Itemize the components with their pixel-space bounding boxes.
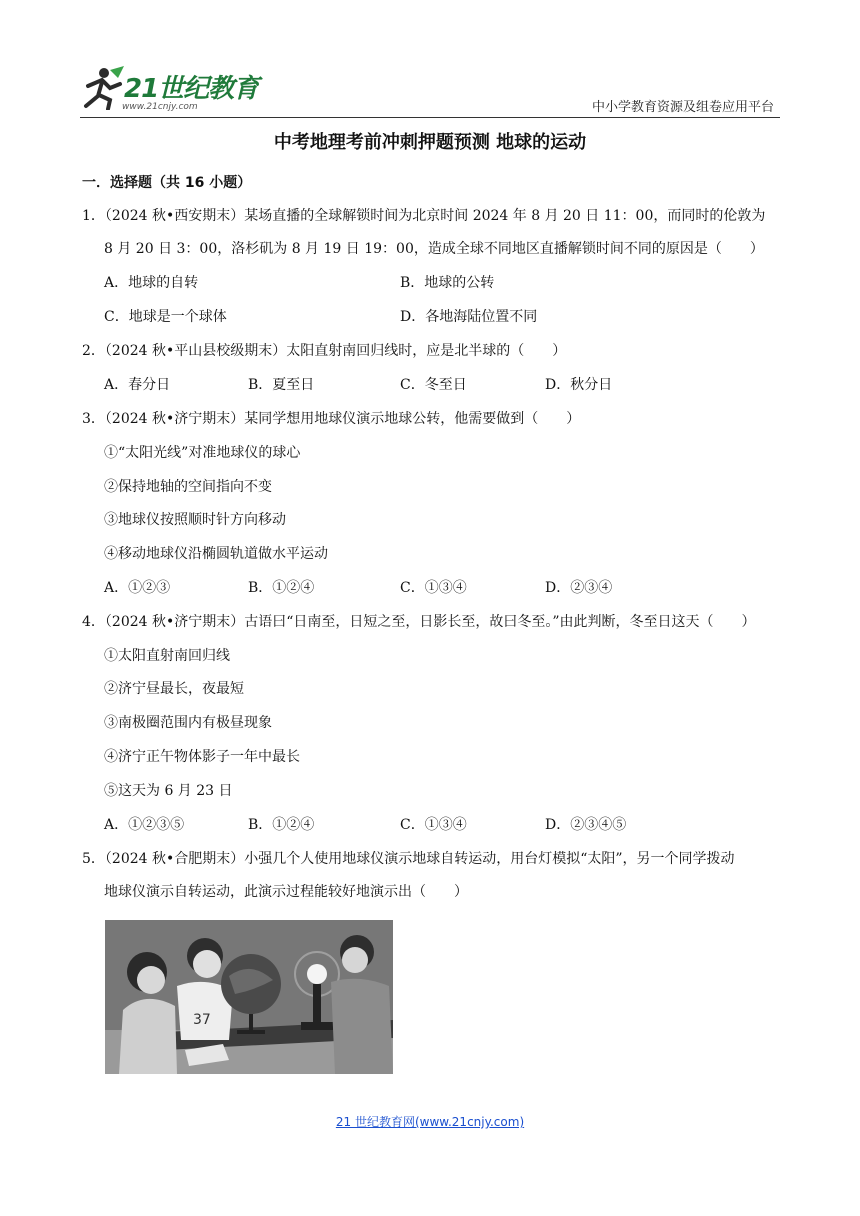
- question-2-line-1: 2．（2024 秋•平山县校级期末）太阳直射南回归线时，应是北半球的（ ）: [82, 343, 567, 359]
- platform-name: 中小学教育资源及组卷应用平台: [591, 100, 774, 115]
- question-3-item-4: ④移动地球仪沿椭圆轨道做水平运动: [104, 546, 328, 562]
- question-4-option-d: D．②③④⑤: [545, 817, 627, 833]
- question-1-option-b: B．地球的公转: [400, 275, 495, 291]
- question-2-option-a: A．春分日: [104, 377, 171, 393]
- logo-text: 21世纪教育: [124, 74, 259, 104]
- site-logo: [80, 66, 260, 118]
- question-4-item-5: ⑤这天为 6 月 23 日: [104, 783, 233, 799]
- question-1-line-2: 8 月 20 日 3：00，洛杉矶为 8 月 19 日 19：00，造成全球不同地区直播解锁时间不同的原因是（ ）: [104, 241, 764, 257]
- question-4-item-4: ④济宁正午物体影子一年中最长: [104, 749, 300, 765]
- question-3-option-a: A．①②③: [104, 580, 171, 596]
- question-5-line-2: 地球仪演示自转运动，此演示过程能较好地演示出（ ）: [104, 884, 468, 900]
- question-3-option-d: D．②③④: [545, 580, 613, 596]
- runner-icon: [80, 66, 126, 110]
- question-2-option-b: B．夏至日: [248, 377, 315, 393]
- footer-link[interactable]: 21 世纪教育网(www.21cnjy.com): [335, 1115, 525, 1129]
- question-3-line-1: 3．（2024 秋•济宁期末）某同学想用地球仪演示地球公转，他需要做到（ ）: [82, 411, 581, 427]
- question-4-option-b: B．①②④: [248, 817, 315, 833]
- question-1-line-1: 1．（2024 秋•西安期末）某场直播的全球解锁时间为北京时间 2024 年 8 月 20 日 11：00，而同时的伦敦为: [82, 208, 766, 224]
- question-4-item-1: ①太阳直射南回归线: [104, 648, 230, 664]
- question-4-line-1: 4．（2024 秋•济宁期末）古语曰“日南至，日短之至，日影长至，故曰冬至。”由此判断，冬至日这天（ ）: [82, 614, 756, 630]
- logo-url: www.21cnjy.com: [122, 102, 198, 112]
- question-4-item-3: ③南极圈范围内有极昼现象: [104, 715, 272, 731]
- question-4-option-c: C．①③④: [400, 817, 467, 833]
- page-title: 中考地理考前冲刺押题预测 地球的运动: [273, 132, 587, 153]
- header-divider: [80, 117, 780, 118]
- question-3-option-c: C．①③④: [400, 580, 467, 596]
- question-1-option-c: C．地球是一个球体: [104, 309, 227, 325]
- question-1-option-a: A．地球的自转: [104, 275, 199, 291]
- question-1-option-d: D．各地海陆位置不同: [400, 309, 538, 325]
- question-4-item-2: ②济宁昼最长，夜最短: [104, 681, 244, 697]
- question-2-option-c: C．冬至日: [400, 377, 467, 393]
- globe-demo-illustration: [105, 920, 393, 1074]
- question-4-option-a: A．①②③⑤: [104, 817, 185, 833]
- section-heading: 一．选择题（共 16 小题）: [82, 175, 252, 191]
- question-5-line-1: 5．（2024 秋•合肥期末）小强几个人使用地球仪演示地球自转运动，用台灯模拟“太阳”，另一个同学拨动: [82, 851, 735, 867]
- question-3-option-b: B．①②④: [248, 580, 315, 596]
- question-3-item-3: ③地球仪按照顺时针方向移动: [104, 512, 286, 528]
- question-2-option-d: D．秋分日: [545, 377, 613, 393]
- question-3-item-1: ①“太阳光线”对准地球仪的球心: [104, 445, 301, 461]
- question-3-item-2: ②保持地轴的空间指向不变: [104, 479, 272, 495]
- svg-text:37: 37: [193, 1012, 211, 1028]
